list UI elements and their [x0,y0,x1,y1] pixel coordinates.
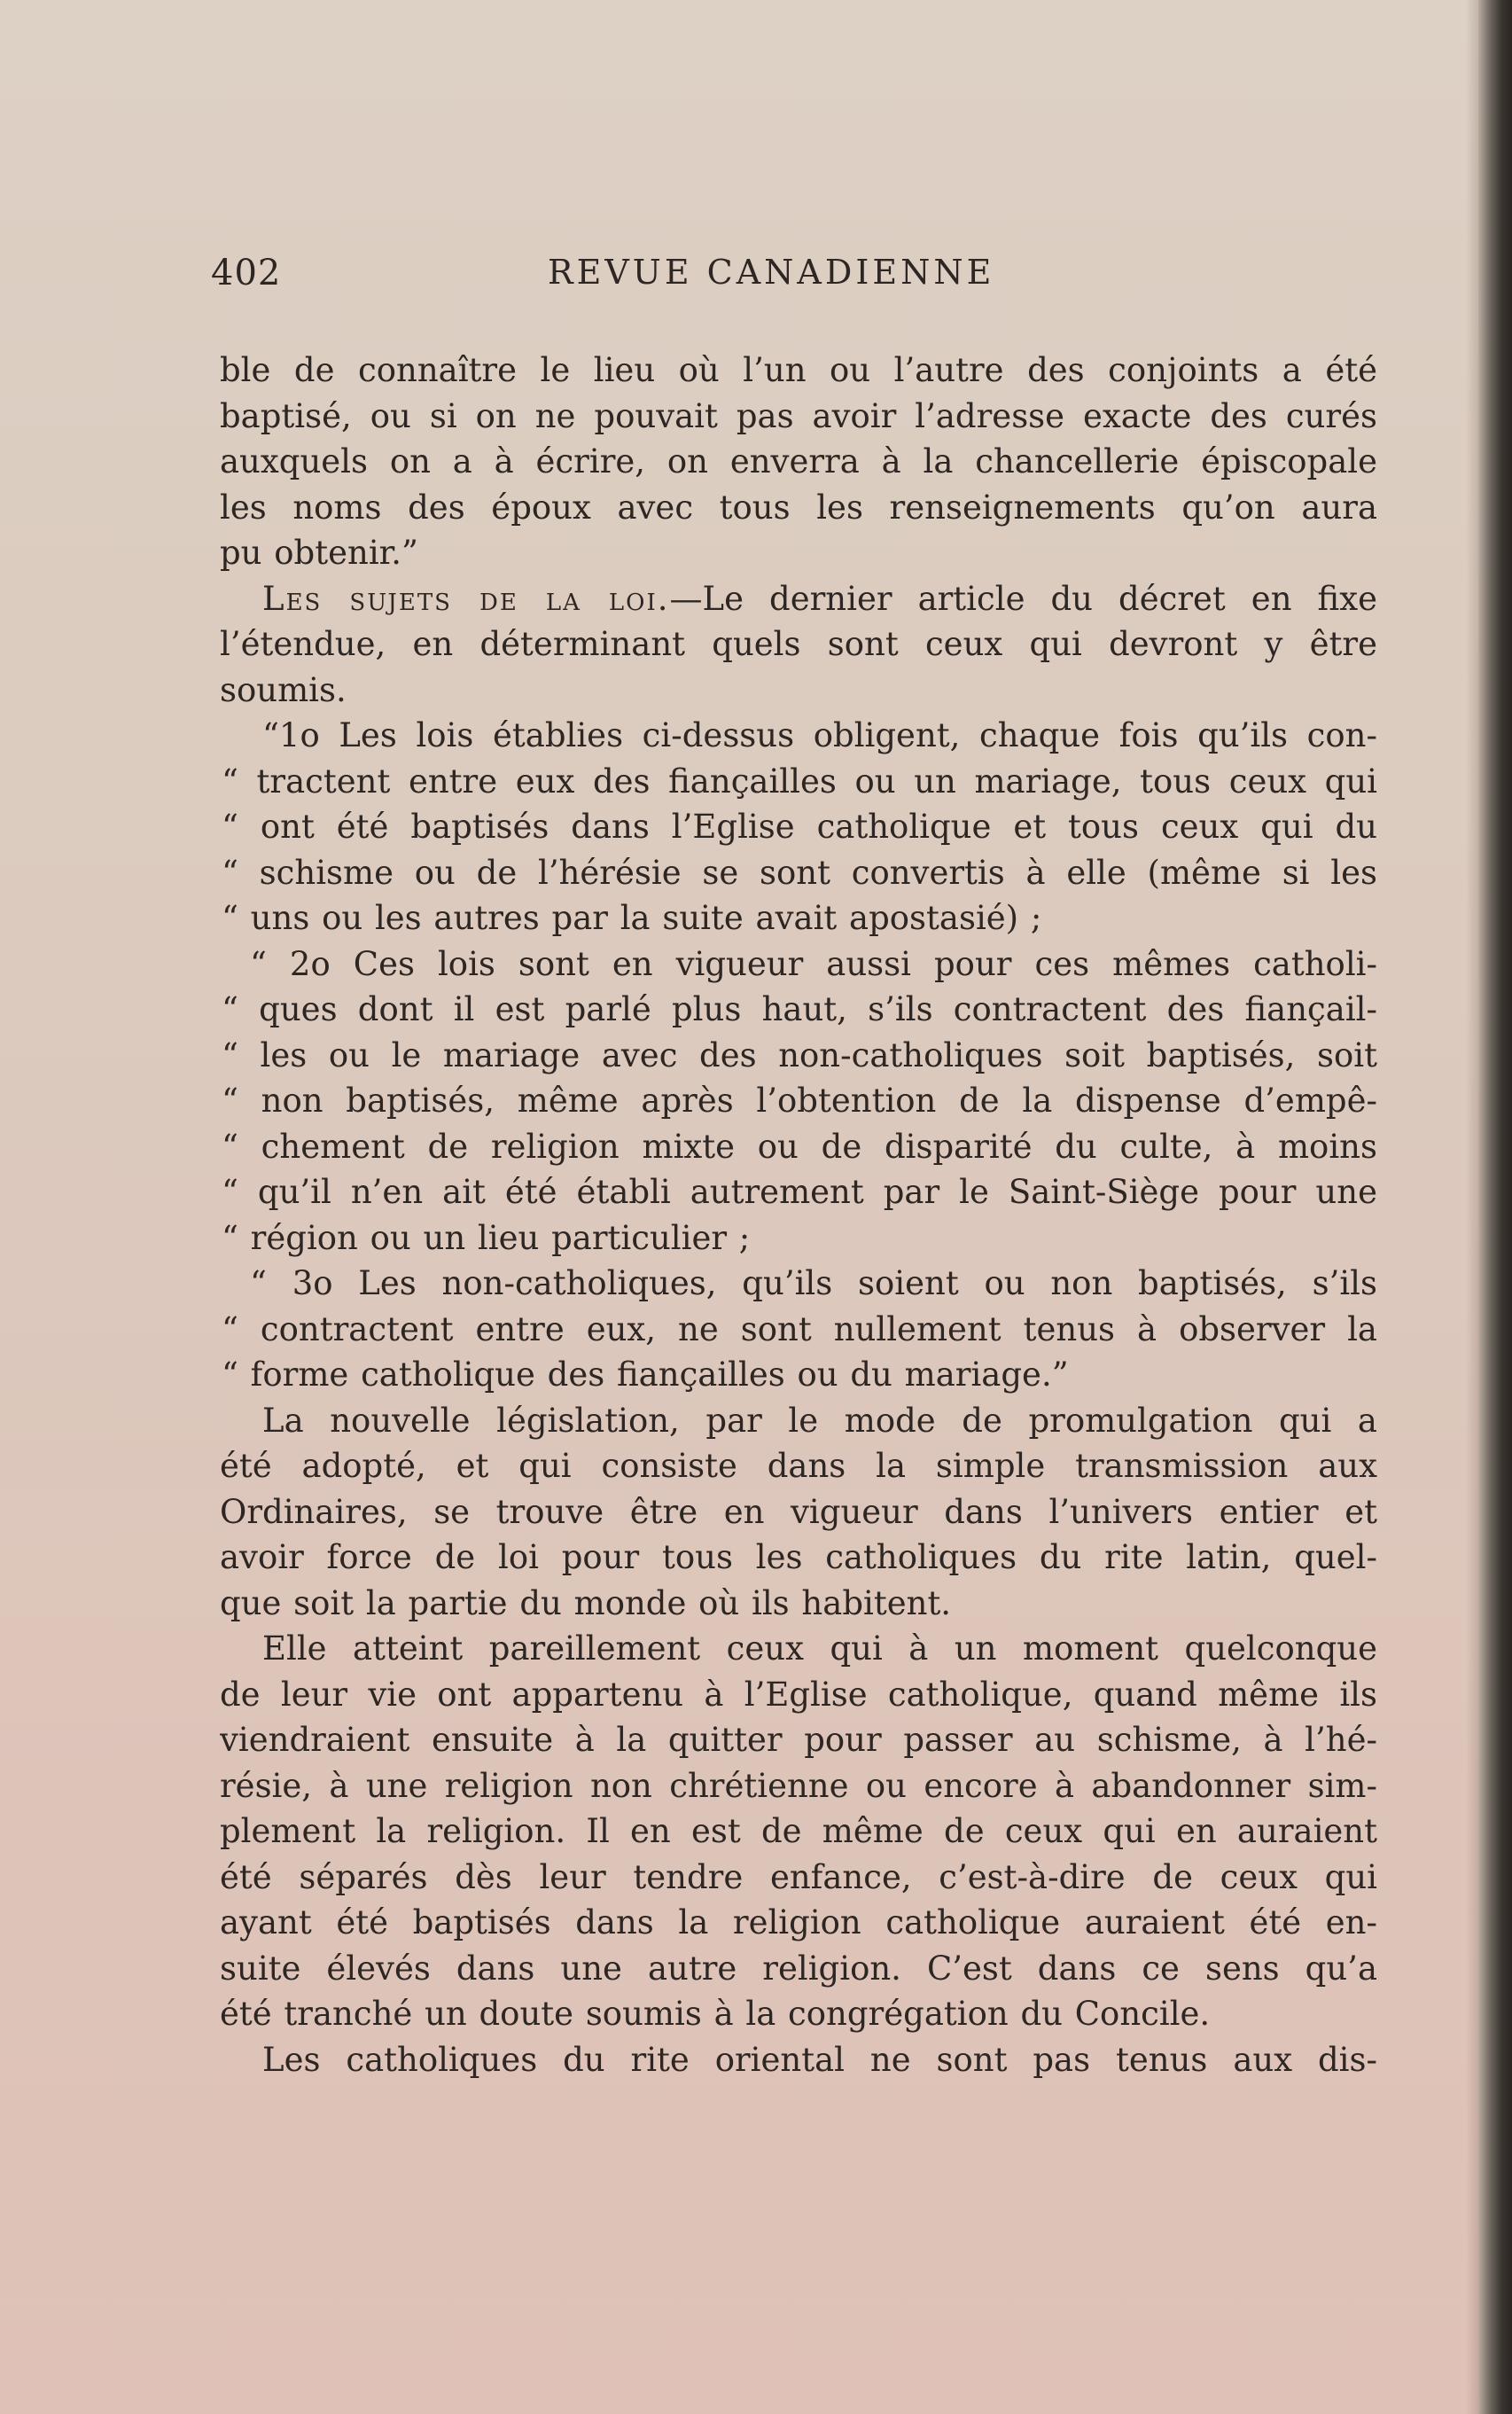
text-line [220,1215,1377,1262]
text-line [220,1900,1377,1946]
line-text: Elle atteint pareillement ceux qui à un moment quelconque [262,1629,1377,1668]
line-text: que soit la partie du monde où ils habitent. [220,1583,952,1622]
text-line [220,1489,1377,1535]
line-text: “ non baptisés, même après l’obtention de la dispense d’empê- [222,1082,1377,1120]
line-text: soumis. [220,670,347,709]
line-text: “ ont été baptisés dans l’Eglise catholique et tous ceux qui du [222,808,1377,846]
line-text: plement la religion. Il en est de même de ceux qui en auraient [220,1812,1377,1850]
text-line [220,1581,1377,1627]
text-line [220,713,1377,759]
text-line [220,1124,1377,1170]
text-line [220,895,1377,941]
section-heading: Les sujets de la loi. [262,579,670,618]
line-text: La nouvelle législation, par le mode de promulgation qui a [262,1401,1377,1440]
text-line [220,804,1377,850]
line-text: “1o Les lois établies ci-dessus obligent, chaque fois qu’ils con- [262,716,1377,754]
text-line [220,1261,1377,1307]
text-line [220,1169,1377,1215]
line-text: “ contractent entre eux, ne sont nullement tenus à observer la [222,1309,1377,1348]
line-text: —Le dernier article du décret en fixe [669,579,1377,618]
page-edge-shadow [1466,0,1478,2414]
line-text: Ordinaires, se trouve être en vigueur dans l’univers entier et [220,1492,1377,1531]
text-line [220,1991,1377,2037]
text-line [220,1033,1377,1079]
text-line [220,1443,1377,1489]
line-text: “ ques dont il est parlé plus haut, s’ils contractent des fiançail- [222,990,1377,1028]
line-text: suite élevés dans une autre religion. C’est dans ce sens qu’a [220,1949,1377,1988]
line-text: Les catholiques du rite oriental ne sont pas tenus aux dis- [262,2040,1377,2079]
body-text [220,348,1377,2082]
line-text: les noms des époux avec tous les renseignements qu’on aura [220,488,1377,527]
line-text: “ uns ou les autres par la suite avait apostasié) ; [222,899,1042,937]
text-line [220,485,1377,531]
line-text: auxquels on a à écrire, on enverra à la chancellerie épiscopale [220,442,1377,480]
line-text: été tranché un doute soumis à la congrégation du Concile. [220,1995,1211,2033]
text-line [220,1946,1377,1992]
line-text: “ qu’il n’en ait été établi autrement par le Saint-Siège pour une [222,1173,1377,1211]
line-text: l’étendue, en déterminant quels sont ceux qui devront y être [220,625,1377,663]
text-line [220,1307,1377,1353]
page-number: 402 [211,253,282,293]
line-text: “ région ou un lieu particulier ; [222,1218,751,1257]
line-text: ble de connaître le lieu où l’un ou l’autre des conjoints a été [220,351,1377,389]
text-line [220,1672,1377,1718]
text-line [220,394,1377,440]
text-line [220,1717,1377,1763]
line-text: viendraient ensuite à la quitter pour passer au schisme, à l’hé- [220,1721,1377,1759]
text-line [220,1352,1377,1398]
line-text: “ les ou le mariage avec des non-catholiques soit baptisés, soit [222,1035,1377,1074]
line-text: “ schisme ou de l’hérésie se sont convertis à elle (même si les [222,853,1377,892]
text-line [220,1626,1377,1672]
text-line [220,1809,1377,1855]
line-text: “ tractent entre eux des fiançailles ou un mariage, tous ceux qui [222,762,1377,801]
line-text: baptisé, ou si on ne pouvait pas avoir l’adresse exacte des curés [220,396,1377,435]
line-text: pu obtenir.” [220,534,418,572]
text-line [220,348,1377,394]
text-line [220,941,1377,988]
text-line [220,1855,1377,1901]
text-line [220,2037,1377,2083]
text-line [220,621,1377,668]
line-text: de leur vie ont appartenu à l’Eglise catholique, quand même ils [220,1675,1377,1714]
text-line [220,1763,1377,1809]
text-line [220,439,1377,485]
text-line [220,759,1377,805]
line-text: été adopté, et qui consiste dans la simple transmission aux [220,1447,1377,1485]
line-text: avoir force de loi pour tous les catholiques du rite latin, quel- [220,1538,1377,1576]
line-text: résie, à une religion non chrétienne ou encore à abandonner sim- [220,1766,1377,1805]
text-line [220,1078,1377,1124]
line-text: “ 2o Ces lois sont en vigueur aussi pour ces mêmes catholi- [250,944,1377,983]
line-text: “ 3o Les non-catholiques, qu’ils soient ou non baptisés, s’ils [250,1264,1377,1302]
text-line [220,530,1377,576]
text-line [220,1398,1377,1444]
running-title: REVUE CANADIENNE [548,253,995,292]
line-text: “ chement de religion mixte ou de disparité du culte, à moins [222,1127,1377,1166]
text-line [220,850,1377,896]
text-line [220,987,1377,1033]
text-line [220,576,1377,622]
page-header [211,253,1377,302]
line-text: ayant été baptisés dans la religion catholique auraient été en- [220,1903,1377,1941]
line-text: “ forme catholique des fiançailles ou du mariage.” [222,1355,1069,1394]
book-binding-edge [1478,0,1512,2414]
text-line [220,1535,1377,1581]
text-line [220,668,1377,714]
line-text: été séparés dès leur tendre enfance, c’est-à-dire de ceux qui [220,1857,1377,1896]
